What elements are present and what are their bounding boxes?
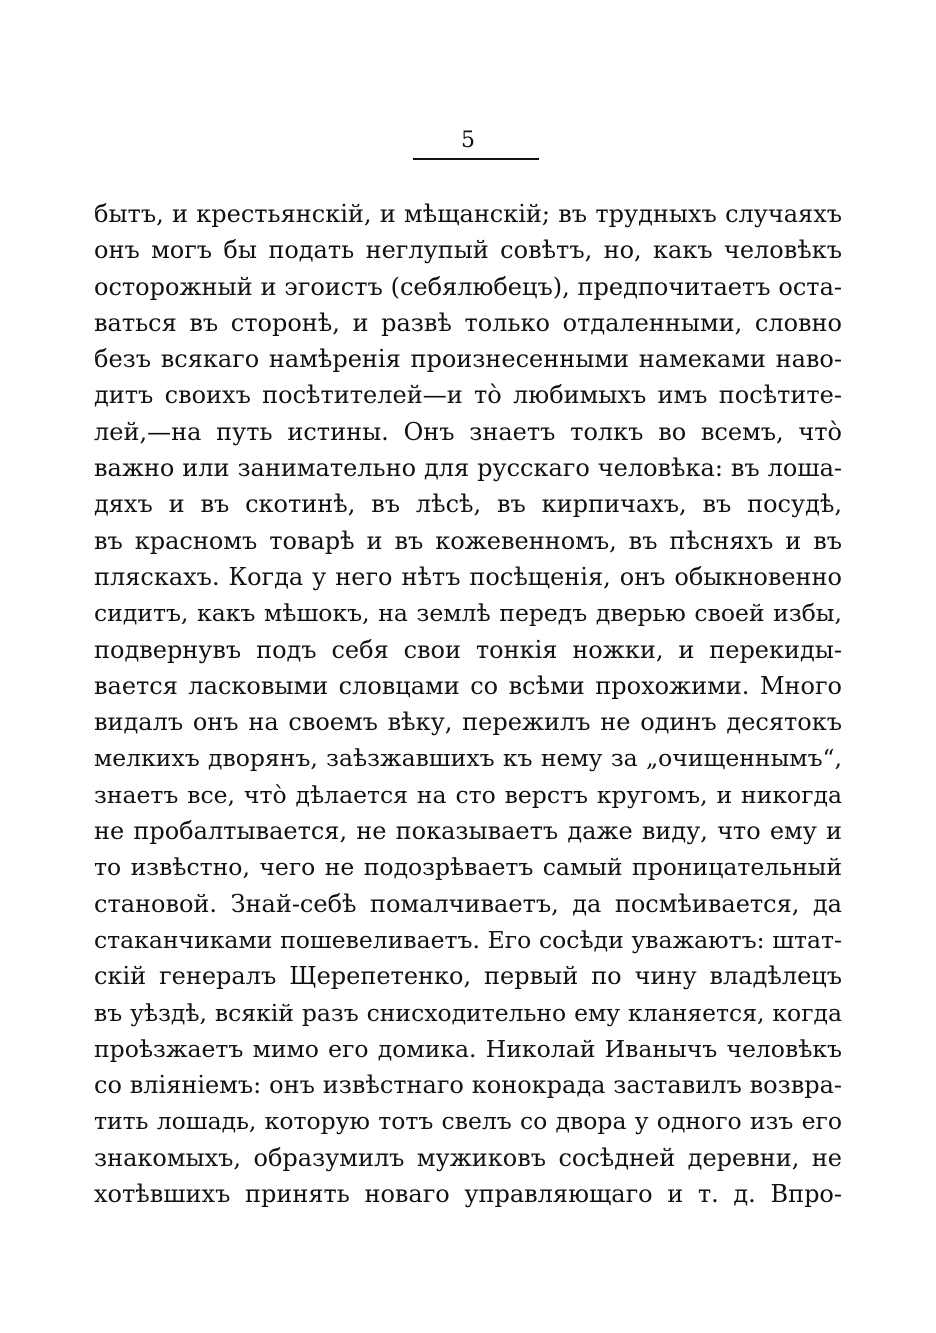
text-line: видалъ онъ на своемъ вѣку, пережилъ не одинъ десятокъ [94,708,842,737]
text-line: безъ всякаго намѣренія произнесенными намеками наво- [94,345,842,374]
text-line: лей,—на путь истины. Онъ знаетъ толкъ во всемъ, что̀ [94,417,842,446]
text-line: проѣзжаетъ мимо его домика. Николай Иванычъ человѣкъ [94,1034,842,1063]
header-rule [413,158,539,160]
text-line: мелкихъ дворянъ, заѣзжавшихъ къ нему за „очищеннымъ“, [94,744,842,773]
text-line: дяхъ и въ скотинѣ, въ лѣсѣ, въ кирпичахъ, въ посудѣ, [94,490,842,519]
text-line: хотѣвшихъ принять новаго управляющаго и т. д. Впро- [94,1180,842,1209]
text-line: въ уѣздѣ, всякій разъ снисходительно ему кланяется, когда [94,998,842,1027]
text-line: дитъ своихъ посѣтителей—и то̀ любимыхъ имъ посѣтите- [94,381,842,410]
text-line: подвернувъ подъ себя свои тонкія ножки, и перекиды- [94,635,842,664]
text-line: важно или занимательно для русскаго человѣка: въ лоша- [94,454,842,483]
body-text [94,196,842,1212]
text-line: сидитъ, какъ мѣшокъ, на землѣ передъ дверью своей избы, [94,599,842,628]
text-line: тить лошадь, которую тотъ свелъ со двора у одного изъ его [94,1107,842,1136]
text-line: то извѣстно, чего не подозрѣваетъ самый проницательный [94,853,842,882]
text-line: становой. Знай-себѣ помалчиваетъ, да посмѣивается, да [94,889,842,918]
text-line: стаканчиками пошевеливаетъ. Его сосѣди уважаютъ: штат- [94,925,842,954]
page-number: 5 [461,128,475,153]
text-line: бытъ, и крестьянскій, и мѣщанскій; въ трудныхъ случаяхъ [94,200,842,228]
text-line: знакомыхъ, образумилъ мужиковъ сосѣдней деревни, не [94,1143,842,1172]
text-line: со вліяніемъ: онъ извѣстнаго конокрада заставилъ возвра- [94,1071,842,1100]
text-line: онъ могъ бы подать неглупый совѣтъ, но, какъ человѣкъ [94,236,842,265]
text-line: осторожный и эгоистъ (себялюбецъ), предпочитаетъ оста- [94,272,842,301]
text-line: въ красномъ товарѣ и въ кожевенномъ, въ пѣсняхъ и въ [94,526,842,555]
text-line: не пробалтывается, не показываетъ даже виду, что ему и [94,817,842,846]
text-line: вается ласковыми словцами со всѣми прохожими. Много [94,671,842,700]
text-line: скій генералъ Щерепетенко, первый по чину владѣлецъ [94,962,842,991]
text-line: пляскахъ. Когда у него нѣтъ посѣщенія, онъ обыкновенно [94,562,842,591]
text-line: ваться въ сторонѣ, и развѣ только отдаленными, словно [94,308,842,337]
text-line: знаетъ все, что̀ дѣлается на сто верстъ кругомъ, и никогда [94,780,842,809]
